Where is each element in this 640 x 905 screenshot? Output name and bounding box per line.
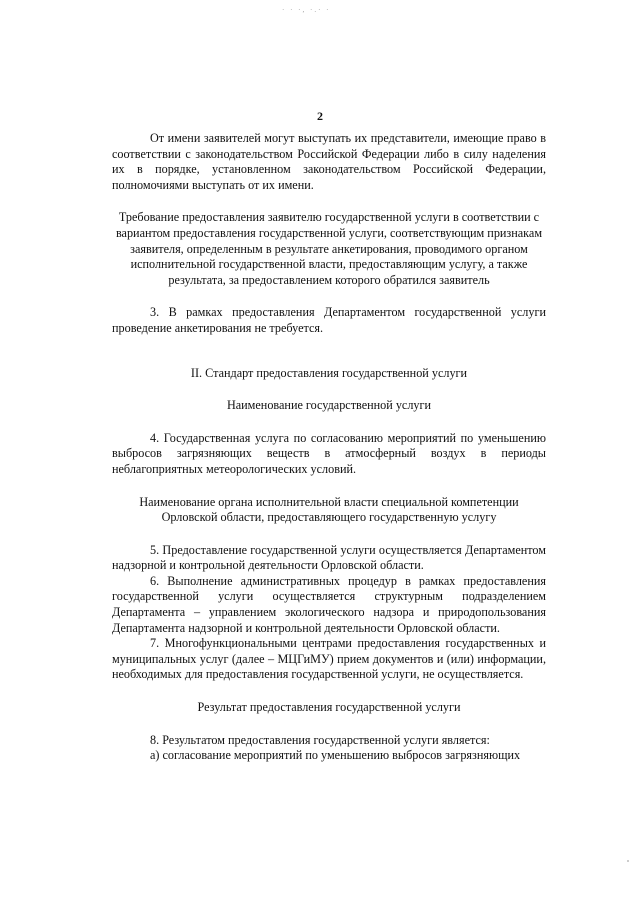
paragraph-8a: а) согласование мероприятий по уменьшению выбросов загрязняющих [150,748,521,763]
paragraph-4: 4. Государственная услуга по согласованию мероприятий по уменьшению выбросов загрязняющих веществ в атмосферный воздух в периоды неблагоприятных метеорологических условий. [112,430,546,476]
paragraph-8: 8. Результатом предоставления государственной услуги является: [150,732,490,747]
paragraph-7: 7. Многофункциональными центрами предоставления государственных и муниципальных услуг (далее – МЦГиМУ) прием документов и (или) информации, необходимых для предоставления государственной услуги, не осуществляется. [112,636,546,682]
heading-requirement: Требование предоставления заявителю государственной услуги в соответствии с вариантом предоставления государственной услуги, соответствующим признакам заявителя, определенным в результате анкетирования, проводимого органом исполнительной государственной власти, предоставляющим услугу, а также результата, за предоставлением которого обратился заявитель [115,210,543,287]
page-number: 2 [317,109,323,123]
scan-artifact-mark: · · ·, ·.· · [282,6,331,14]
paragraph-3: 3. В рамках предоставления Департаментом государственной услуги проведение анкетирования не требуется. [112,305,546,335]
paragraph-5: 5. Предоставление государственной услуги осуществляется Департаментом надзорной и контрольной деятельности Орловской области. [112,542,546,573]
paragraph-representatives: От имени заявителей могут выступать их представители, имеющие право в соответствии с законодательством Российской Федерации либо в силу наделения их в порядке, установленном законодательством Российской Федерации, полномочиями выступать от их имени. [112,131,546,192]
heading-service-name: Наименование государственной услуги [226,398,432,413]
scan-speck [627,860,629,862]
heading-authority: Наименование органа исполнительной власти специальной компетенции Орловской области, предоставляющего государственную услугу [139,494,519,525]
heading-result: Результат предоставления государственной услуги [197,700,461,715]
document-body [112,131,546,764]
section-2-title: II. Стандарт предоставления государственной услуги [190,365,468,380]
paragraph-6: 6. Выполнение административных процедур в рамках предоставления государственной услуги осуществляется структурным подразделением Департамента – управлением экологического надзора и природопользования Департамента надзорной и контрольной деятельности Орловской области. [112,573,546,635]
